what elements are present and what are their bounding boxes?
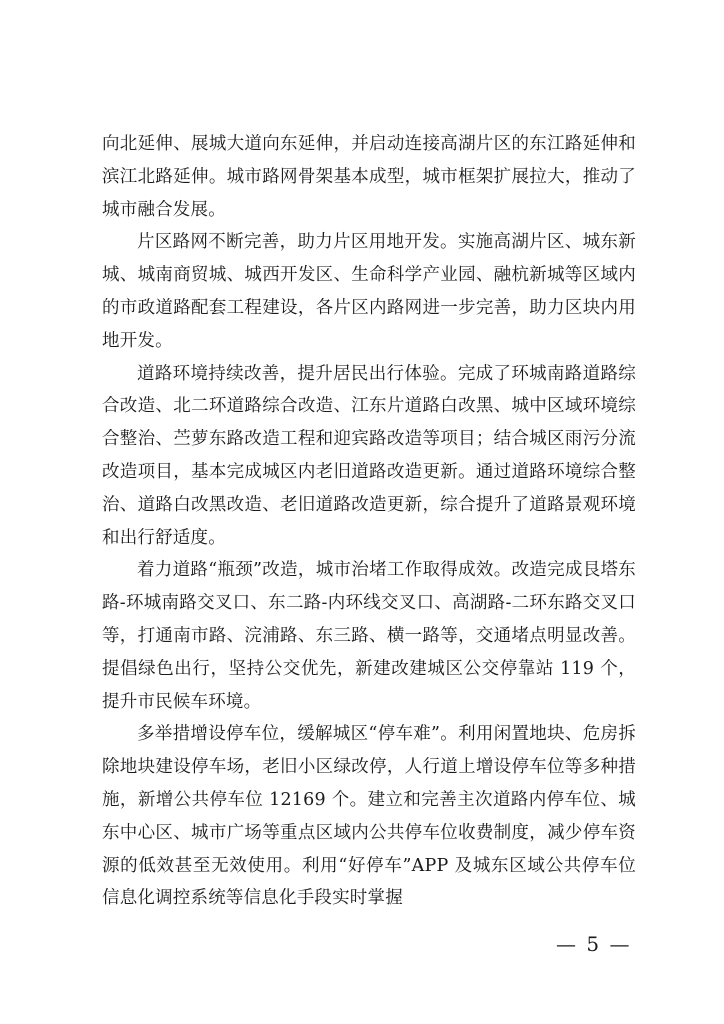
paragraph-5: 多举措增设停车位，缓解城区“停车难”。利用闲置地块、危房拆除地块建设停车场，老旧小区绿改停，人行道上增设停车位等多种措施，新增公共停车位 12169 个。建立和完善主次道路内停车位、城东中心区、城市广场等重点区域内公共停车位收费制度，减少停车资源的低效甚至无效使用。利用“好停车”APP 及城东区域公共停车位信息化调控系统等信息化手段实时掌握 bbox=[102, 724, 636, 909]
paragraph-1: 向北延伸、展城大道向东延伸，并启动连接高湖片区的东江路延伸和滨江北路延伸。城市路网骨架基本成型，城市框架扩展拉大，推动了城市融合发展。 bbox=[102, 134, 636, 220]
paragraph-3: 道路环境持续改善，提升居民出行体验。完成了环城南路道路综合改造、北二环道路综合改造、江东片道路白改黑、城中区域环境综合整治、苎萝东路改造工程和迎宾路改造等项目；结合城区雨污分流改造项目，基本完成城区内老旧道路改造更新。通过道路环境综合整治、道路白改黑改造、老旧道路改造更新，综合提升了道路景观环境和出行舒适度。 bbox=[102, 363, 636, 548]
body-text bbox=[102, 128, 636, 915]
paragraph-4: 着力道路“瓶颈”改造，城市治堵工作取得成效。改造完成艮塔东路-环城南路交叉口、东二路-内环线交叉口、高湖路-二环东路交叉口等，打通南市路、浣浦路、东三路、横一路等，交通堵点明显改善。提倡绿色出行，坚持公交优先，新建改建城区公交停靠站 119 个，提升市民候车环境。 bbox=[102, 560, 636, 712]
page-number: — 5 — bbox=[556, 932, 632, 956]
paragraph-2: 片区路网不断完善，助力片区用地开发。实施高湖片区、城东新城、城南商贸城、城西开发区、生命科学产业园、融杭新城等区域内的市政道路配套工程建设，各片区内路网进一步完善，助力区块内用地开发。 bbox=[102, 232, 636, 351]
